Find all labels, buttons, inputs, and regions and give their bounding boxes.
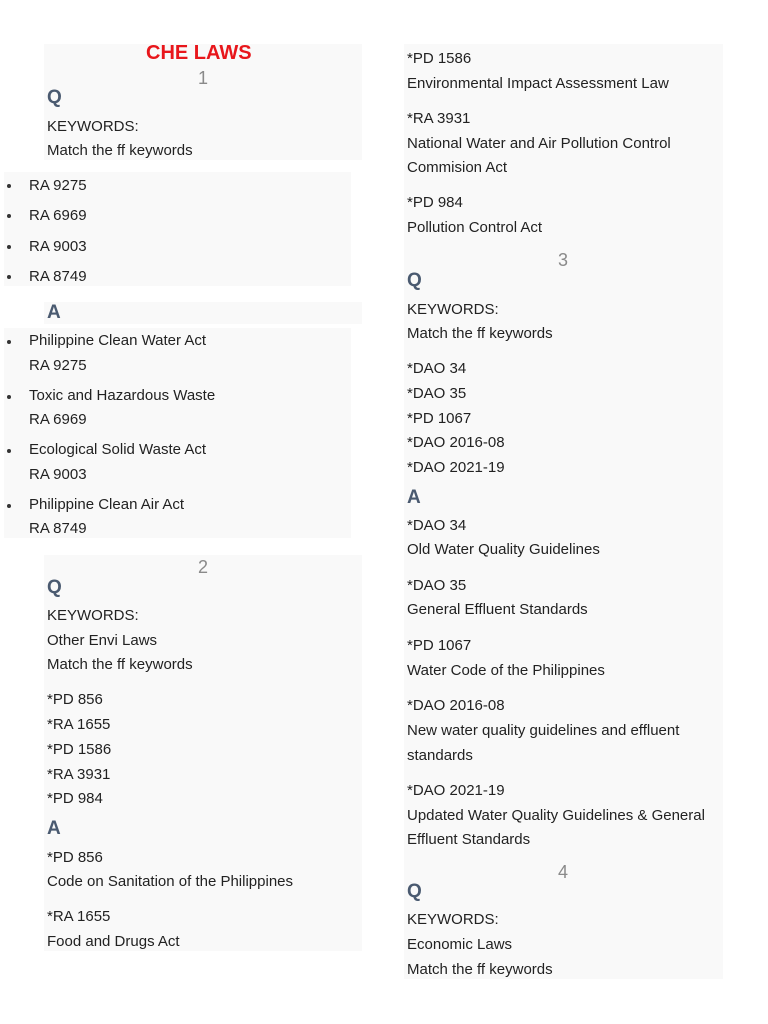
card-2-q-label: Q: [47, 577, 62, 598]
card-3-answer-code: *DAO 2016-08: [407, 697, 505, 714]
bullet: [7, 449, 11, 453]
card-3-answer-title: New water quality guidelines and effluent: [407, 722, 680, 739]
card-2-answer-title: Code on Sanitation of the Philippines: [47, 873, 294, 890]
bullet: [7, 275, 11, 279]
card-2-question-item: *RA 1655: [47, 716, 111, 733]
card-4-keywords-label: KEYWORDS:: [407, 911, 499, 928]
card-4-topic: Economic Laws: [407, 936, 513, 953]
card-2-topic: Other Envi Laws: [47, 632, 158, 649]
card-1-q-label: Q: [47, 87, 62, 108]
card-2-answer-title: Food and Drugs Act: [47, 933, 180, 950]
card-1-answer-title: Toxic and Hazardous Waste: [29, 387, 216, 404]
card-3-q-label: Q: [407, 270, 422, 291]
card-1-number: 1: [197, 68, 208, 88]
card-3-answer-title: General Effluent Standards: [407, 601, 588, 618]
card-1-a-label: A: [47, 302, 61, 323]
bullet: [7, 340, 11, 344]
bullet: [7, 214, 11, 218]
card-1-answer-code: RA 9275: [29, 357, 87, 374]
card-3-answer-title: standards: [407, 747, 473, 764]
card-2-answer-code: *PD 984: [407, 194, 463, 211]
card-2-answer-title: Environmental Impact Assessment Law: [407, 75, 669, 92]
card-3-question-item: *DAO 2021-19: [407, 459, 505, 476]
card-1-answer-code: RA 9003: [29, 466, 87, 483]
card-3-question-item: *DAO 34: [407, 360, 467, 377]
bullet: [7, 245, 11, 249]
card-3-answer-title: Effluent Standards: [407, 831, 531, 848]
card-1-answer-code: RA 8749: [29, 520, 87, 537]
card-1-keywords-label: KEYWORDS:: [47, 118, 139, 135]
card-2-answer-title: Commision Act: [407, 159, 508, 176]
card-3-answer-title: Water Code of the Philippines: [407, 662, 605, 679]
card-1-question-item: RA 9003: [29, 238, 87, 255]
card-1-answer-header-panel: [44, 302, 362, 324]
card-2-question-item: *PD 1586: [47, 741, 112, 758]
card-3-a-label: A: [407, 487, 421, 508]
card-3-question-item: *PD 1067: [407, 410, 472, 427]
card-3-prompt: Match the ff keywords: [407, 325, 553, 342]
bullet: [7, 504, 11, 508]
card-1-prompt: Match the ff keywords: [47, 142, 193, 159]
card-3-answer-title: Old Water Quality Guidelines: [407, 541, 600, 558]
card-1-answer-title: Philippine Clean Air Act: [29, 496, 185, 513]
card-4-prompt: Match the ff keywords: [407, 961, 553, 978]
card-2-number: 2: [197, 557, 208, 577]
card-2-question-item: *PD 856: [47, 691, 103, 708]
card-1-answer-code: RA 6969: [29, 411, 87, 428]
card-2-answer-code: *PD 856: [47, 849, 103, 866]
card-3-question-item: *DAO 35: [407, 385, 467, 402]
card-1-question-item: RA 6969: [29, 207, 87, 224]
card-1-answer-title: Ecological Solid Waste Act: [29, 441, 207, 458]
card-3-answer-code: *DAO 35: [407, 577, 467, 594]
card-4-q-label: Q: [407, 881, 422, 902]
card-1-question-item: RA 9275: [29, 177, 87, 194]
card-3-answer-code: *DAO 34: [407, 517, 467, 534]
card-2-question-item: *RA 3931: [47, 766, 111, 783]
card-1-question-item: RA 8749: [29, 268, 87, 285]
bullet: [7, 395, 11, 399]
page-title: CHE LAWS: [146, 42, 252, 64]
card-2-answer-code: *RA 3931: [407, 110, 471, 127]
card-3-keywords-label: KEYWORDS:: [407, 301, 499, 318]
card-3-answer-code: *DAO 2021-19: [407, 782, 505, 799]
card-2-answer-code: *PD 1586: [407, 50, 472, 67]
card-3-answer-code: *PD 1067: [407, 637, 472, 654]
card-3-question-item: *DAO 2016-08: [407, 434, 505, 451]
card-2-answer-title: National Water and Air Pollution Control: [407, 135, 671, 152]
card-4-number: 4: [557, 862, 568, 882]
card-3-number: 3: [557, 250, 568, 270]
card-2-keywords-label: KEYWORDS:: [47, 607, 139, 624]
card-2-a-label: A: [47, 818, 61, 839]
card-3-answer-title: Updated Water Quality Guidelines & General: [407, 807, 705, 824]
card-2-prompt: Match the ff keywords: [47, 656, 193, 673]
card-2-question-item: *PD 984: [47, 790, 103, 807]
bullet: [7, 184, 11, 188]
card-1-answer-title: Philippine Clean Water Act: [29, 332, 207, 349]
card-2-answer-code: *RA 1655: [47, 908, 111, 925]
card-2-answer-title: Pollution Control Act: [407, 219, 543, 236]
